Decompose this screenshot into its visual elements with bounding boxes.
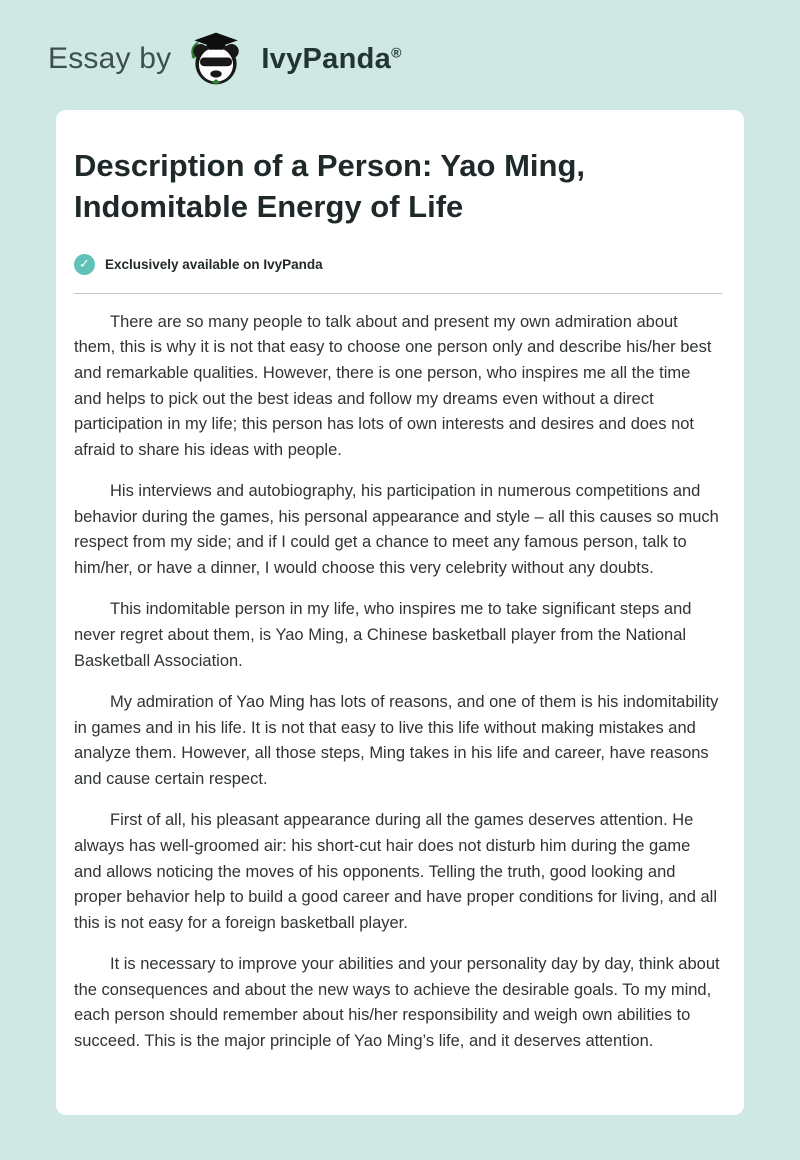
availability-badge bbox=[74, 254, 722, 275]
brand-text: IvyPanda bbox=[261, 42, 392, 75]
checkmark-icon: ✓ bbox=[74, 254, 95, 275]
page-title: Description of a Person: Yao Ming, Indomitable Energy of Life bbox=[74, 148, 586, 224]
registered-mark: ® bbox=[391, 43, 402, 60]
essay-card bbox=[56, 110, 744, 1115]
availability-badge-label: Exclusively available on IvyPanda bbox=[105, 256, 323, 272]
essay-paragraph: His interviews and autobiography, his participation in numerous competitions and behavior during the games, his personal appearance and style – all this causes so much respect from my side; and if I could get a chance to meet any famous person, talk to him/her, or have a dinner, I would choose this very celebrity without any doubts. bbox=[74, 482, 719, 577]
brand-name bbox=[261, 43, 401, 76]
essay-paragraph: First of all, his pleasant appearance during all the games deserves attention. He always has well-groomed air: his short-cut hair does not disturb him during the game and allows noticing the moves of his opponents. Telling the truth, good looking and proper behavior help to build a good career and have proper conditions for living, and all this is not easy for a foreign basketball player. bbox=[74, 811, 718, 932]
ivypanda-logo-icon bbox=[185, 30, 247, 88]
essay-body bbox=[74, 310, 722, 1055]
essay-paragraph: My admiration of Yao Ming has lots of reasons, and one of them is his indomitability in games and in his life. It is not that easy to live this life without making mistakes and analyze them. However, all those steps, Ming takes in his life and career, have reasons and cause certain respect. bbox=[74, 693, 719, 788]
site-header bbox=[0, 0, 800, 84]
essay-paragraph: There are so many people to talk about and present my own admiration about them, this is why it is not that easy to choose one person only and describe his/her best and remarkable qualities. However, there is one person, who inspires me all the time and helps to pick out the best ideas and follow my dreams even without a direct participation in my life; this person has lots of own interests and desires and does not afraid to share his ideas with people. bbox=[74, 312, 712, 459]
essay-by-label: Essay by bbox=[48, 42, 172, 75]
essay-paragraph: It is necessary to improve your abilities and your personality day by day, think about the consequences and about the new ways to achieve the desirable goals. To my mind, each person should remember about his/her responsibility and weigh own abilities to succeed. This is the major principle of Yao Ming’s life, and it deserves attention. bbox=[74, 955, 720, 1050]
divider bbox=[74, 293, 722, 294]
essay-paragraph: This indomitable person in my life, who inspires me to take significant steps and never regret about them, is Yao Ming, a Chinese basketball player from the National Basketball Association. bbox=[74, 600, 692, 670]
